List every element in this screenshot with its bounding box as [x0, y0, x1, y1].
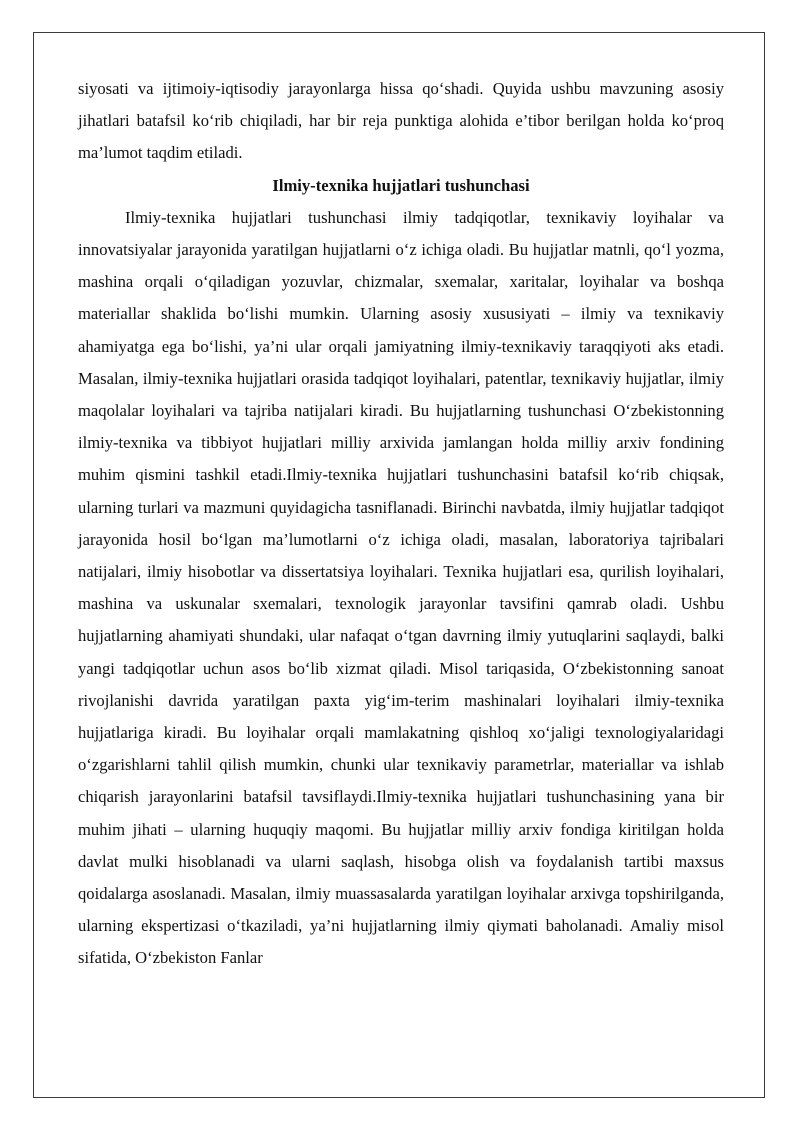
section-heading: Ilmiy-texnika hujjatlari tushunchasi: [272, 175, 530, 195]
document-body: [78, 73, 724, 975]
body-paragraph: Ilmiy-texnika hujjatlari tushunchasi ilmiy tadqiqotlar, texnikaviy loyihalar va innovatsiyalar jarayonida yaratilgan hujjatlarni o‘z ichiga oladi. Bu hujjatlar matnli, qo‘l yozma, mashina orqali o‘qiladigan yozuvlar, chizmalar, sxemalar, xaritalar, loyihalar va boshqa materiallar shaklida bo‘lishi mumkin. Ularning asosiy xususiyati – ilmiy va texnikaviy ahamiyatga ega bo‘lishi, ya’ni ular orqali jamiyatning ilmiy-texnikaviy taraqqiyoti aks etadi. Masalan, ilmiy-texnika hujjatlari orasida tadqiqot loyihalari, patentlar, texnikaviy hujjatlar, ilmiy maqolalar loyihalari va tajriba natijalari kiradi. Bu hujjatlarning tushunchasi O‘zbekistonning ilmiy-texnika va tibbiyot hujjatlari milliy arxivida jamlangan holda milliy arxiv fondining muhim qismini tashkil etadi.Ilmiy-texnika hujjatlari tushunchasini batafsil ko‘rib chiqsak, ularning turlari va mazmuni quyidagicha tasniflanadi. Birinchi navbatda, ilmiy hujjatlar tadqiqot jarayonida hosil bo‘lgan ma’lumotlarni o‘z ichiga oladi, masalan, laboratoriya tajribalari natijalari, ilmiy hisobotlar va dissertatsiya loyihalari. Texnika hujjatlari esa, qurilish loyihalari, mashina va uskunalar sxemalari, texnologik jarayonlar tavsifini qamrab oladi. Ushbu hujjatlarning ahamiyati shundaki, ular nafaqat o‘tgan davrning ilmiy yutuqlarini saqlaydi, balki yangi tadqiqotlar uchun asos bo‘lib xizmat qiladi. Misol tariqasida, O‘zbekistonning sanoat rivojlanishi davrida yaratilgan paxta yig‘im-terim mashinalari loyihalari ilmiy-texnika hujjatlariga kiradi. Bu loyihalar orqali mamlakatning qishloq xo‘jaligi texnologiyalaridagi o‘zgarishlarni tahlil qilish mumkin, chunki ular texnikaviy parametrlar, materiallar va ishlab chiqarish jarayonlarini batafsil tavsiflaydi.Ilmiy-texnika hujjatlari tushunchasining yana bir muhim jihati – ularning huquqiy maqomi. Bu hujjatlar milliy arxiv fondiga kiritilgan holda davlat mulki hisoblanadi va ularni saqlash, hisobga olish va foydalanish tartibi maxsus qoidalarga asoslanadi. Masalan, ilmiy muassasalarda yaratilgan loyihalar arxivga topshirilganda, ularning ekspertizasi o‘tkaziladi, ya’ni hujjatlarning ilmiy qiymati baholanadi. Amaliy misol sifatida, O‘zbekiston Fanlar: [78, 207, 724, 968]
intro-paragraph: siyosati va ijtimoiy-iqtisodiy jarayonlarga hissa qo‘shadi. Quyida ushbu mavzuning asosiy jihatlari batafsil ko‘rib chiqiladi, har bir reja punktiga alohida e’tibor berilgan holda ko‘proq ma’lumot taqdim etiladi.: [78, 79, 724, 163]
